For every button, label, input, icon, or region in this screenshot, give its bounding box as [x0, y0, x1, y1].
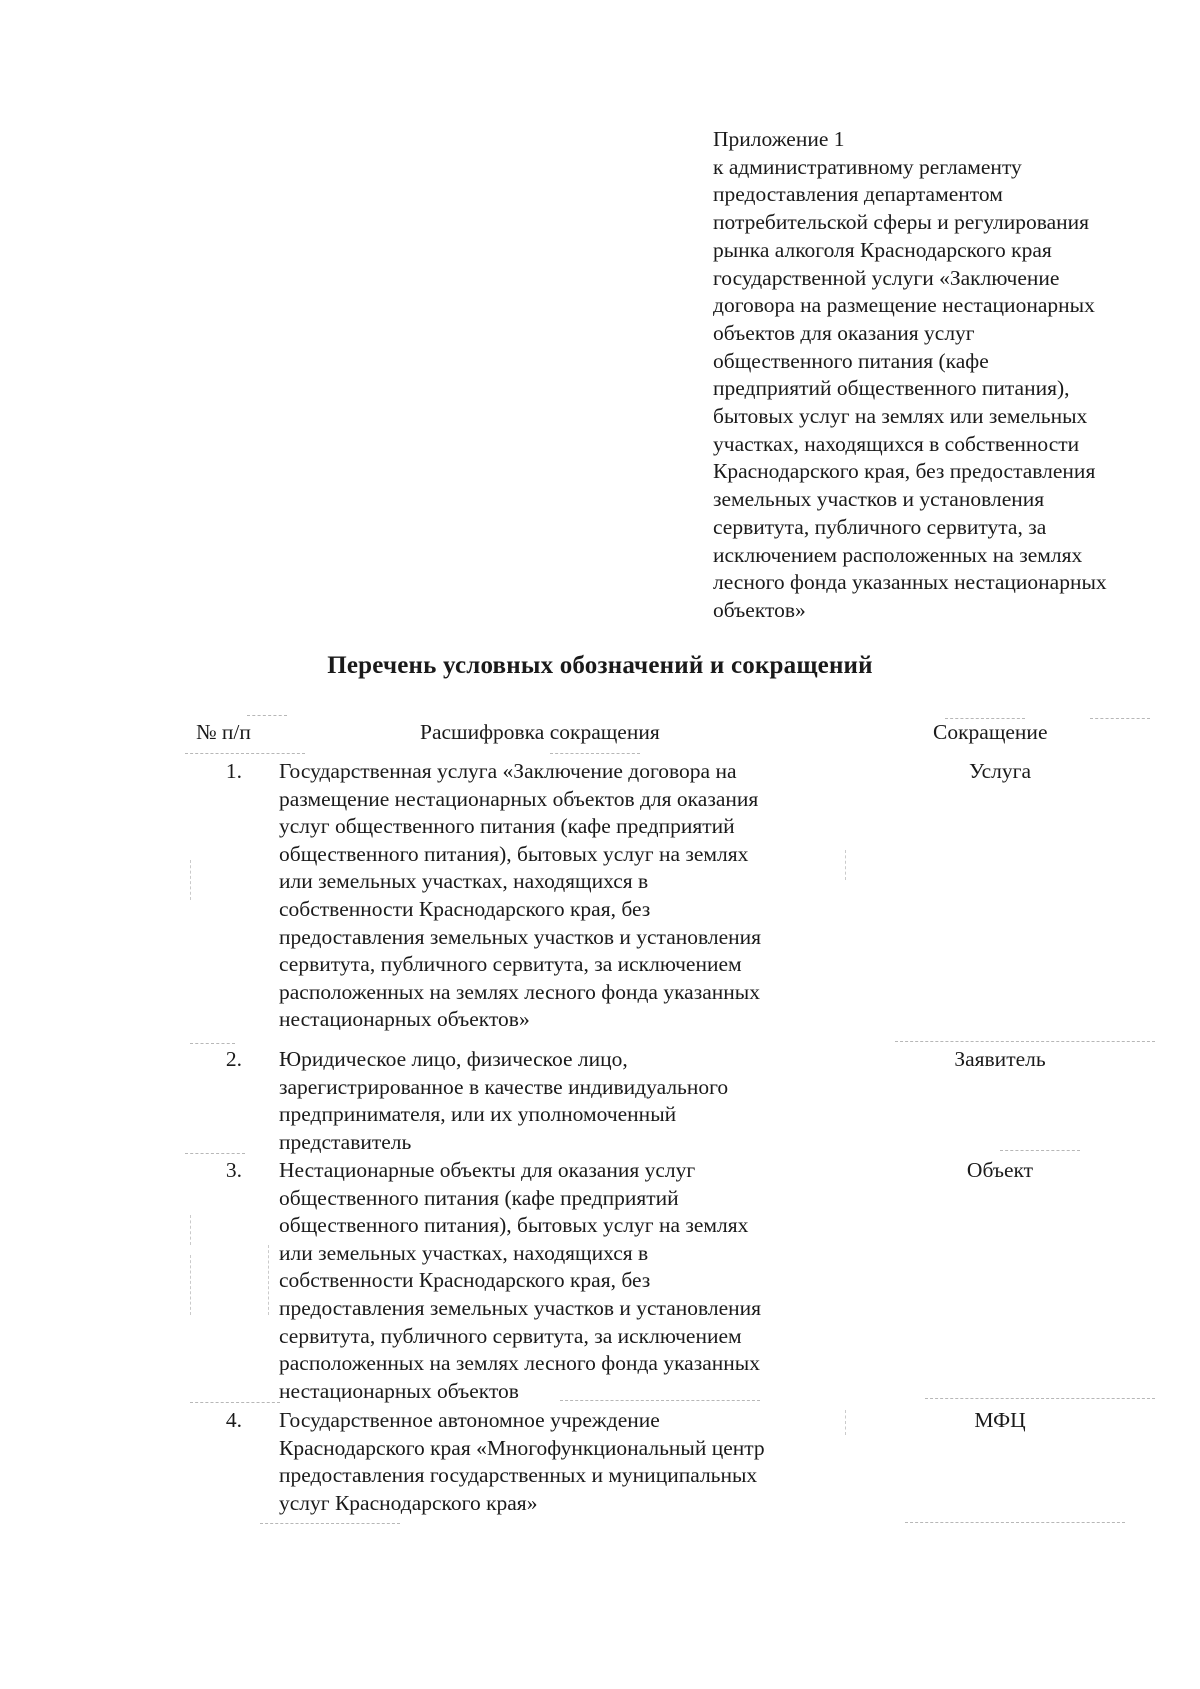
table-rule [185, 1153, 245, 1154]
description-line: размещение нестационарных объектов для оказания [279, 786, 759, 811]
description-line: услуг общественного питания (кафе предприятий [279, 814, 735, 839]
header-description: Расшифровка сокращения [420, 720, 660, 744]
appendix-line: рынка алкоголя Краснодарского края [713, 237, 1052, 262]
description-line: Государственное автономное учреждение [279, 1408, 660, 1432]
row-description [279, 758, 839, 1034]
row-number: 4. [225, 1408, 242, 1432]
description-line: Юридическое лицо, физическое лицо, [279, 1047, 628, 1071]
table-rule [190, 1215, 191, 1245]
appendix-line: договора на размещение нестационарных [713, 293, 1095, 318]
description-line: расположенных на землях лесного фонда указанных [279, 1351, 760, 1376]
appendix-line: предоставления департаментом [713, 182, 1003, 207]
table-rule [1090, 718, 1150, 719]
description-line: общественного питания (кафе предприятий [279, 1185, 679, 1210]
description-line: или земельных участках, находящихся в [279, 869, 649, 894]
table-rule [945, 718, 1025, 719]
description-line: нестационарных объектов [279, 1378, 519, 1403]
appendix-line: Краснодарского края, без предоставления [713, 459, 1096, 484]
table-rule [190, 1402, 280, 1403]
row-description [279, 1157, 839, 1405]
table-rule [560, 1400, 760, 1401]
description-line: общественного питания), бытовых услуг на землях [279, 841, 749, 866]
appendix-line: земельных участков и установления [713, 487, 1045, 512]
appendix-line: потребительской сферы и регулирования [713, 210, 1090, 235]
row-description [279, 1407, 839, 1517]
description-line: зарегистрированное в качестве индивидуального [279, 1074, 729, 1099]
row-abbreviation: Объект [966, 1158, 1034, 1182]
table-rule [260, 1523, 400, 1524]
description-line: Нестационарные объекты для оказания услуг [279, 1158, 696, 1182]
description-line: предоставления государственных и муниципальных [279, 1463, 758, 1488]
description-line: предоставления земельных участков и установления [279, 1295, 762, 1320]
table-rule [247, 715, 287, 716]
row-number: 1. [225, 759, 242, 783]
appendix-line: исключением расположенных на землях [713, 542, 1083, 567]
appendix-line: Приложение 1 [713, 127, 845, 151]
header-abbreviation: Сокращение [933, 720, 1048, 744]
description-line: или земельных участках, находящихся в [279, 1240, 649, 1265]
description-line: Государственная услуга «Заключение договора на [279, 759, 737, 783]
description-line: сервитута, публичного сервитута, за исключением [279, 1323, 742, 1348]
row-abbreviation: МФЦ [974, 1408, 1026, 1432]
table-rule [845, 1410, 846, 1435]
document-title: Перечень условных обозначений и сокращений [327, 652, 873, 679]
table-rule [185, 753, 305, 754]
description-line: Краснодарского края «Многофункциональный центр [279, 1435, 765, 1460]
appendix-line: объектов» [713, 597, 806, 622]
appendix-line: общественного питания (кафе [713, 348, 989, 373]
description-line: собственности Краснодарского края, без [279, 1268, 651, 1293]
appendix-line: участках, находящихся в собственности [713, 431, 1080, 456]
description-line: представитель [279, 1129, 412, 1154]
table-rule [1000, 1150, 1080, 1151]
description-line: собственности Краснодарского края, без [279, 896, 651, 921]
description-line: расположенных на землях лесного фонда указанных [279, 979, 760, 1004]
description-line: нестационарных объектов» [279, 1007, 530, 1032]
appendix-line: бытовых услуг на землях или земельных [713, 404, 1088, 429]
row-abbreviation: Заявитель [954, 1047, 1046, 1071]
row-number: 3. [225, 1158, 242, 1182]
table-rule [925, 1398, 1155, 1399]
table-rule [190, 860, 191, 900]
table-rule [845, 850, 846, 880]
table-rule [190, 1043, 235, 1044]
header-number: № п/п [196, 720, 251, 744]
row-description [279, 1046, 839, 1156]
description-line: услуг Краснодарского края» [279, 1490, 538, 1515]
appendix-line: объектов для оказания услуг [713, 320, 975, 345]
row-number: 2. [225, 1047, 242, 1071]
appendix-line: предприятий общественного питания), [713, 376, 1070, 401]
table-rule [268, 1245, 269, 1315]
table-rule [550, 753, 640, 754]
description-line: предпринимателя, или их уполномоченный [279, 1102, 677, 1127]
description-line: сервитута, публичного сервитута, за исключением [279, 952, 742, 977]
table-rule [190, 1255, 191, 1315]
table-rule [895, 1041, 1155, 1042]
description-line: общественного питания), бытовых услуг на землях [279, 1213, 749, 1238]
appendix-line: к административному регламенту [713, 154, 1022, 179]
table-rule [905, 1522, 1125, 1523]
appendix-line: лесного фонда указанных нестационарных [713, 570, 1107, 595]
row-abbreviation: Услуга [968, 759, 1032, 783]
appendix-note [713, 126, 1183, 625]
description-line: предоставления земельных участков и установления [279, 924, 762, 949]
appendix-line: государственной услуги «Заключение [713, 265, 1060, 290]
appendix-line: сервитута, публичного сервитута, за [713, 514, 1047, 539]
